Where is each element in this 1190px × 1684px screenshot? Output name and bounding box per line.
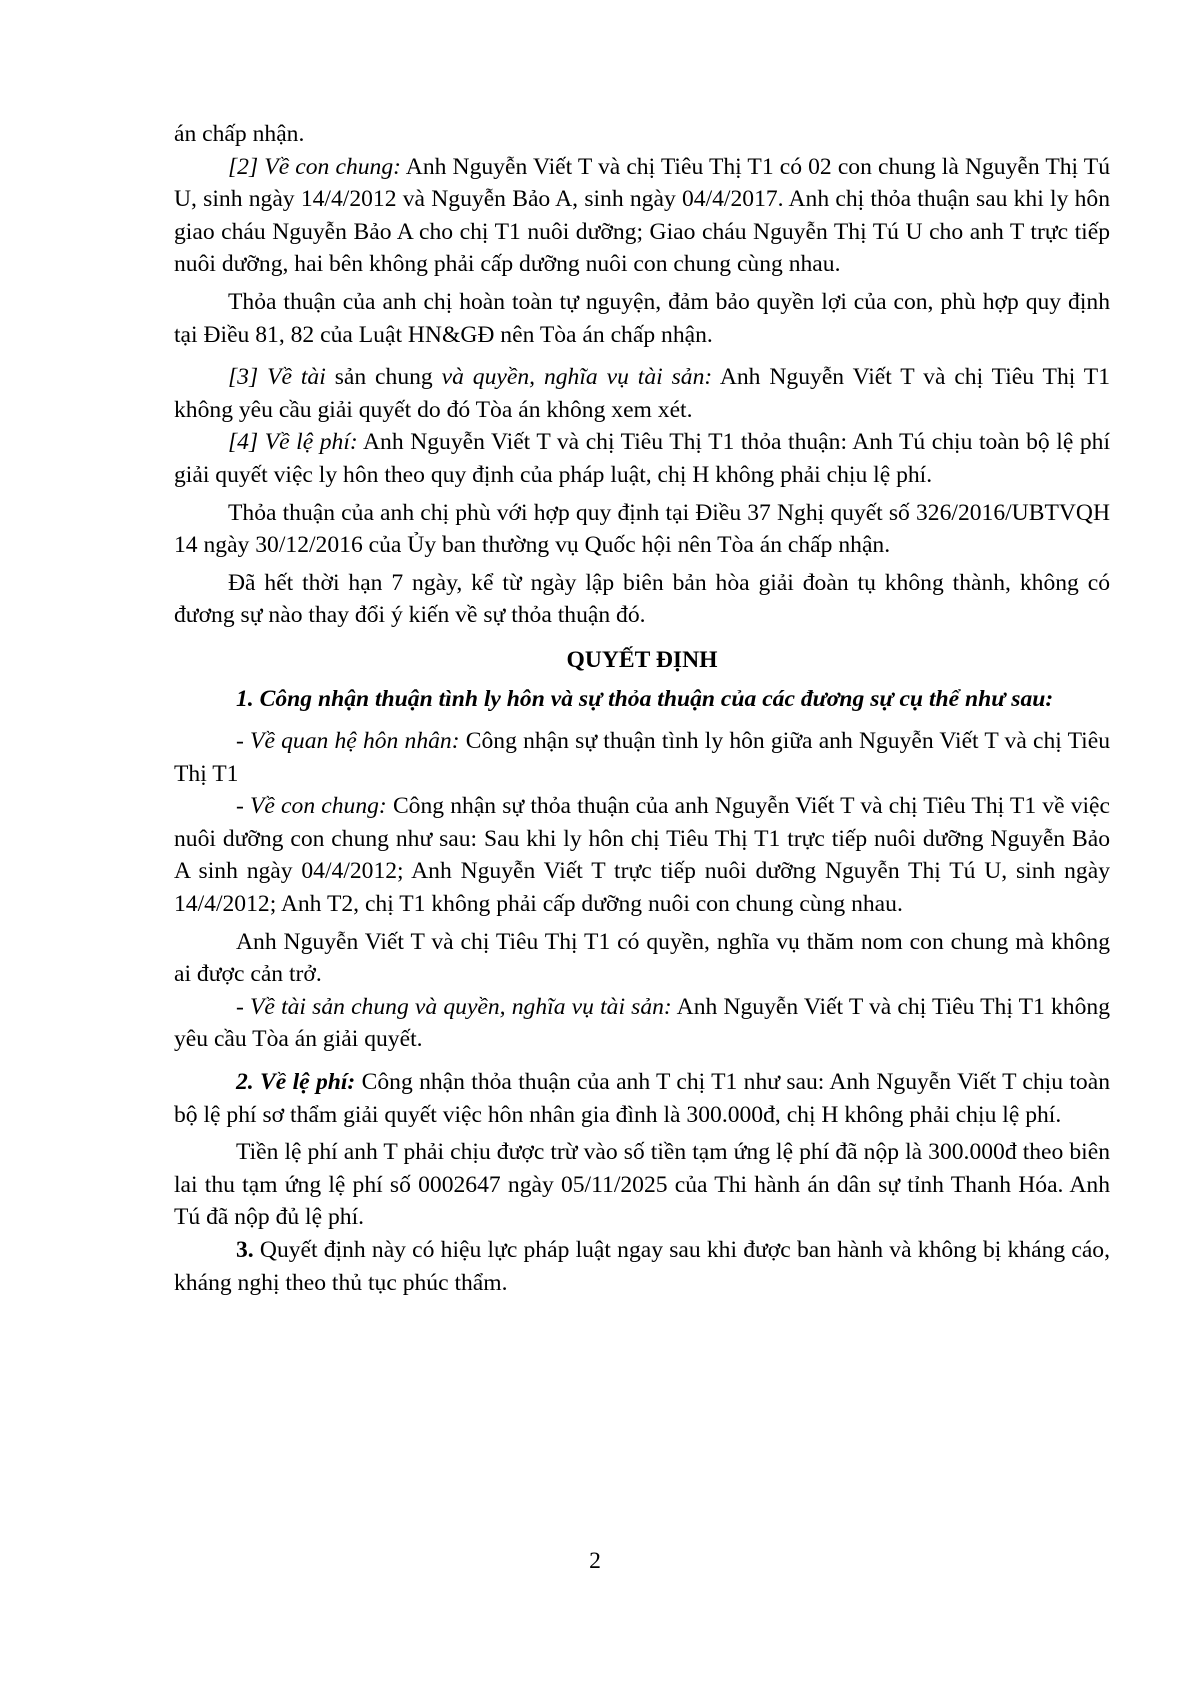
paragraph-children (174, 151, 1110, 281)
property-text: Anh Nguyễn Viết T và chị Tiêu Thị T1 không yêu cầu giải quyết do đó Tòa án không xem xét. (174, 364, 1110, 423)
paragraph-fee (174, 426, 1110, 491)
marriage-text: Công nhận sự thuận tình ly hôn giữa anh Nguyễn Viết T và chị Tiêu Thị T1 (174, 728, 1110, 787)
decision-item-3 (174, 1234, 1110, 1299)
decision-item-1-title: 1. Công nhận thuận tình ly hôn và sự thỏa thuận của các đương sự cụ thể như sau: (236, 685, 1054, 712)
page-number: 2 (589, 1548, 601, 1574)
decision-marriage (174, 725, 1110, 790)
paragraph-agreement: Thỏa thuận của anh chị hoàn toàn tự nguyện, đảm bảo quyền lợi của con, phù hợp quy định tại Điều 81, 82 của Luật HN&GĐ nên Tòa án chấp nhận. (174, 288, 1110, 348)
decision-children-text: Công nhận sự thỏa thuận của anh Nguyễn Viết T và chị Tiêu Thị T1 về việc nuôi dưỡng con chung như sau: Sau khi ly hôn chị Tiêu Thị T1 trực tiếp nuôi dưỡng Nguyễn Bảo A sinh ngày 04/4/2012; Anh Nguyễn Viết T trực tiếp nuôi dưỡng Nguyễn Thị Tú U, sinh ngày 14/4/2012; Anh T2, chị T1 không phải cấp dưỡng nuôi con chung cùng nhau. (174, 793, 1110, 918)
decision-visitation: Anh Nguyễn Viết T và chị Tiêu Thị T1 có quyền, nghĩa vụ thăm nom con chung mà không ai được cản trở. (174, 928, 1110, 988)
decision-item-3-label: 3. (236, 1237, 254, 1263)
paragraph-property (174, 361, 1110, 426)
paragraph-deadline: Đã hết thời hạn 7 ngày, kể từ ngày lập biên bản hòa giải đoàn tụ không thành, không có đương sự nào thay đổi ý kiến về sự thỏa thuận đó. (174, 569, 1110, 629)
decision-fee-text: Công nhận thỏa thuận của anh T chị T1 như sau: Anh Nguyễn Viết T chịu toàn bộ lệ phí sơ thẩm giải quyết việc hôn nhân gia đình là 300.000đ, chị H không phải chịu lệ phí. (174, 1069, 1110, 1128)
fee-label: [4] Về lệ phí: (228, 429, 358, 456)
property-label-b: sản chung (325, 364, 442, 391)
property-label-c: và quyền, nghĩa vụ tài sản: (441, 364, 713, 391)
decision-heading: QUYẾT ĐỊNH (566, 646, 718, 673)
decision-property (174, 991, 1110, 1056)
children-text: Anh Nguyễn Viết T và chị Tiêu Thị T1 có 02 con chung là Nguyễn Thị Tú U, sinh ngày 14/4/2012 và Nguyễn Bảo A, sinh ngày 04/4/2017. Anh chị thỏa thuận sau khi ly hôn giao cháu Nguyễn Bảo A cho chị T1 nuôi dưỡng; Giao cháu Nguyễn Thị Tú U cho anh T trực tiếp nuôi dưỡng, hai bên không phải cấp dưỡng nuôi con chung cùng nhau. (174, 153, 1110, 278)
decision-fee-payment: Tiền lệ phí anh T phải chịu được trừ vào số tiền tạm ứng lệ phí đã nộp là 300.000đ theo biên lai thu tạm ứng lệ phí số 0002647 ngày 05/11/2025 của Thi hành án dân sự tỉnh Thanh Hóa. Anh Tú đã nộp đủ lệ phí. (174, 1139, 1110, 1231)
paragraph-resolution: Thỏa thuận của anh chị phù với hợp quy định tại Điều 37 Nghị quyết số 326/2016/UBTVQH 14 ngày 30/12/2016 của Ủy ban thường vụ Quốc hội nên Tòa án chấp nhận. (174, 499, 1110, 559)
decision-item-3-text: Quyết định này có hiệu lực pháp luật ngay sau khi được ban hành và không bị kháng cáo, kháng nghị theo thủ tục phúc thẩm. (174, 1237, 1110, 1296)
decision-item-2 (174, 1066, 1110, 1131)
property-label-a: [3] Về tài (228, 364, 326, 391)
decision-children (174, 790, 1110, 920)
paragraph-continuation: án chấp nhận. (174, 121, 305, 147)
children-label: [2] Về con chung: (228, 153, 401, 180)
document-page (174, 118, 1110, 1299)
decision-property-text: Anh Nguyễn Viết T và chị Tiêu Thị T1 không yêu cầu Tòa án giải quyết. (174, 993, 1110, 1053)
decision-fee-label: 2. Về lệ phí: (236, 1069, 356, 1096)
marriage-label: - Về quan hệ hôn nhân: (236, 728, 460, 755)
fee-text: Anh Nguyễn Viết T và chị Tiêu Thị T1 thỏa thuận: Anh Tú chịu toàn bộ lệ phí giải quyết việc ly hôn theo quy định của pháp luật, chị H không phải chịu lệ phí. (174, 429, 1110, 488)
decision-property-label: - Về tài sản chung và quyền, nghĩa vụ tài sản: (236, 993, 672, 1020)
decision-children-label: - Về con chung: (236, 793, 387, 820)
